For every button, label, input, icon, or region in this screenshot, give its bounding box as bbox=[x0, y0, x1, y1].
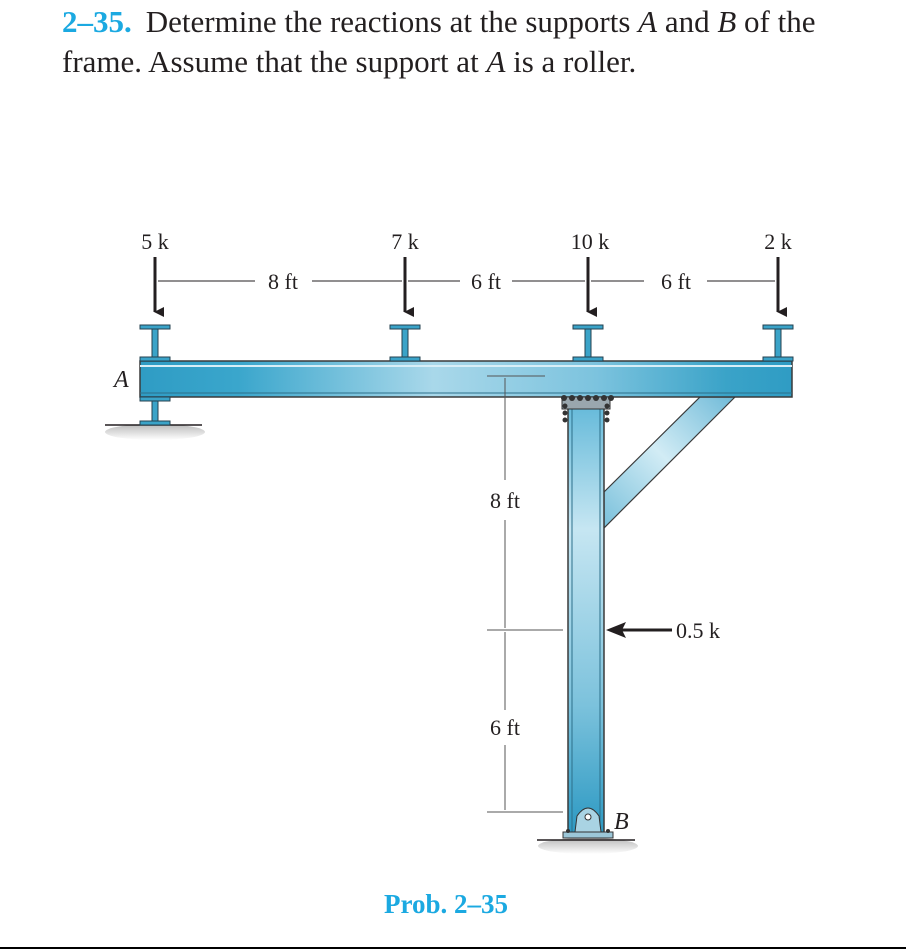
dimension-6ft-1: 6 ft bbox=[471, 269, 501, 294]
ground-b bbox=[537, 838, 638, 854]
support-label-a: A bbox=[114, 367, 129, 393]
problem-number: 2–35. bbox=[62, 4, 132, 39]
lateral-load-arrow bbox=[606, 622, 672, 638]
dimension-6ft-vertical: 6 ft bbox=[490, 715, 520, 740]
load-label-7k: 7 k bbox=[391, 229, 419, 254]
ground-a bbox=[105, 424, 205, 440]
load-stubs bbox=[140, 325, 793, 361]
dimension-6ft-2: 6 ft bbox=[661, 269, 691, 294]
dimension-8ft: 8 ft bbox=[268, 269, 298, 294]
load-label-5k: 5 k bbox=[141, 229, 169, 254]
beam bbox=[140, 361, 792, 397]
support-label-b: B bbox=[614, 809, 629, 835]
lateral-load-label: 0.5 k bbox=[676, 618, 720, 643]
problem-text-support-a: A bbox=[638, 4, 658, 39]
problem-text-support-a-2: A bbox=[486, 44, 506, 79]
problem-text-2: and bbox=[657, 4, 718, 39]
diagonal-brace bbox=[604, 397, 735, 528]
problem-text-3: of the frame. Assume that the support at bbox=[62, 4, 816, 79]
dimension-8ft-vertical: 8 ft bbox=[490, 488, 520, 513]
roller-support-a bbox=[140, 397, 170, 425]
load-label-10k: 10 k bbox=[570, 229, 610, 254]
figure-caption: Prob. 2–35 bbox=[384, 889, 509, 919]
vertical-dimension-line bbox=[487, 376, 563, 812]
column bbox=[568, 397, 604, 837]
load-label-2k: 2 k bbox=[764, 229, 792, 254]
problem-text-support-b: B bbox=[717, 4, 737, 39]
problem-text-4: is a roller. bbox=[505, 44, 637, 79]
bottom-rule bbox=[0, 947, 906, 949]
problem-text-1: Determine the reactions at the supports bbox=[145, 4, 639, 39]
